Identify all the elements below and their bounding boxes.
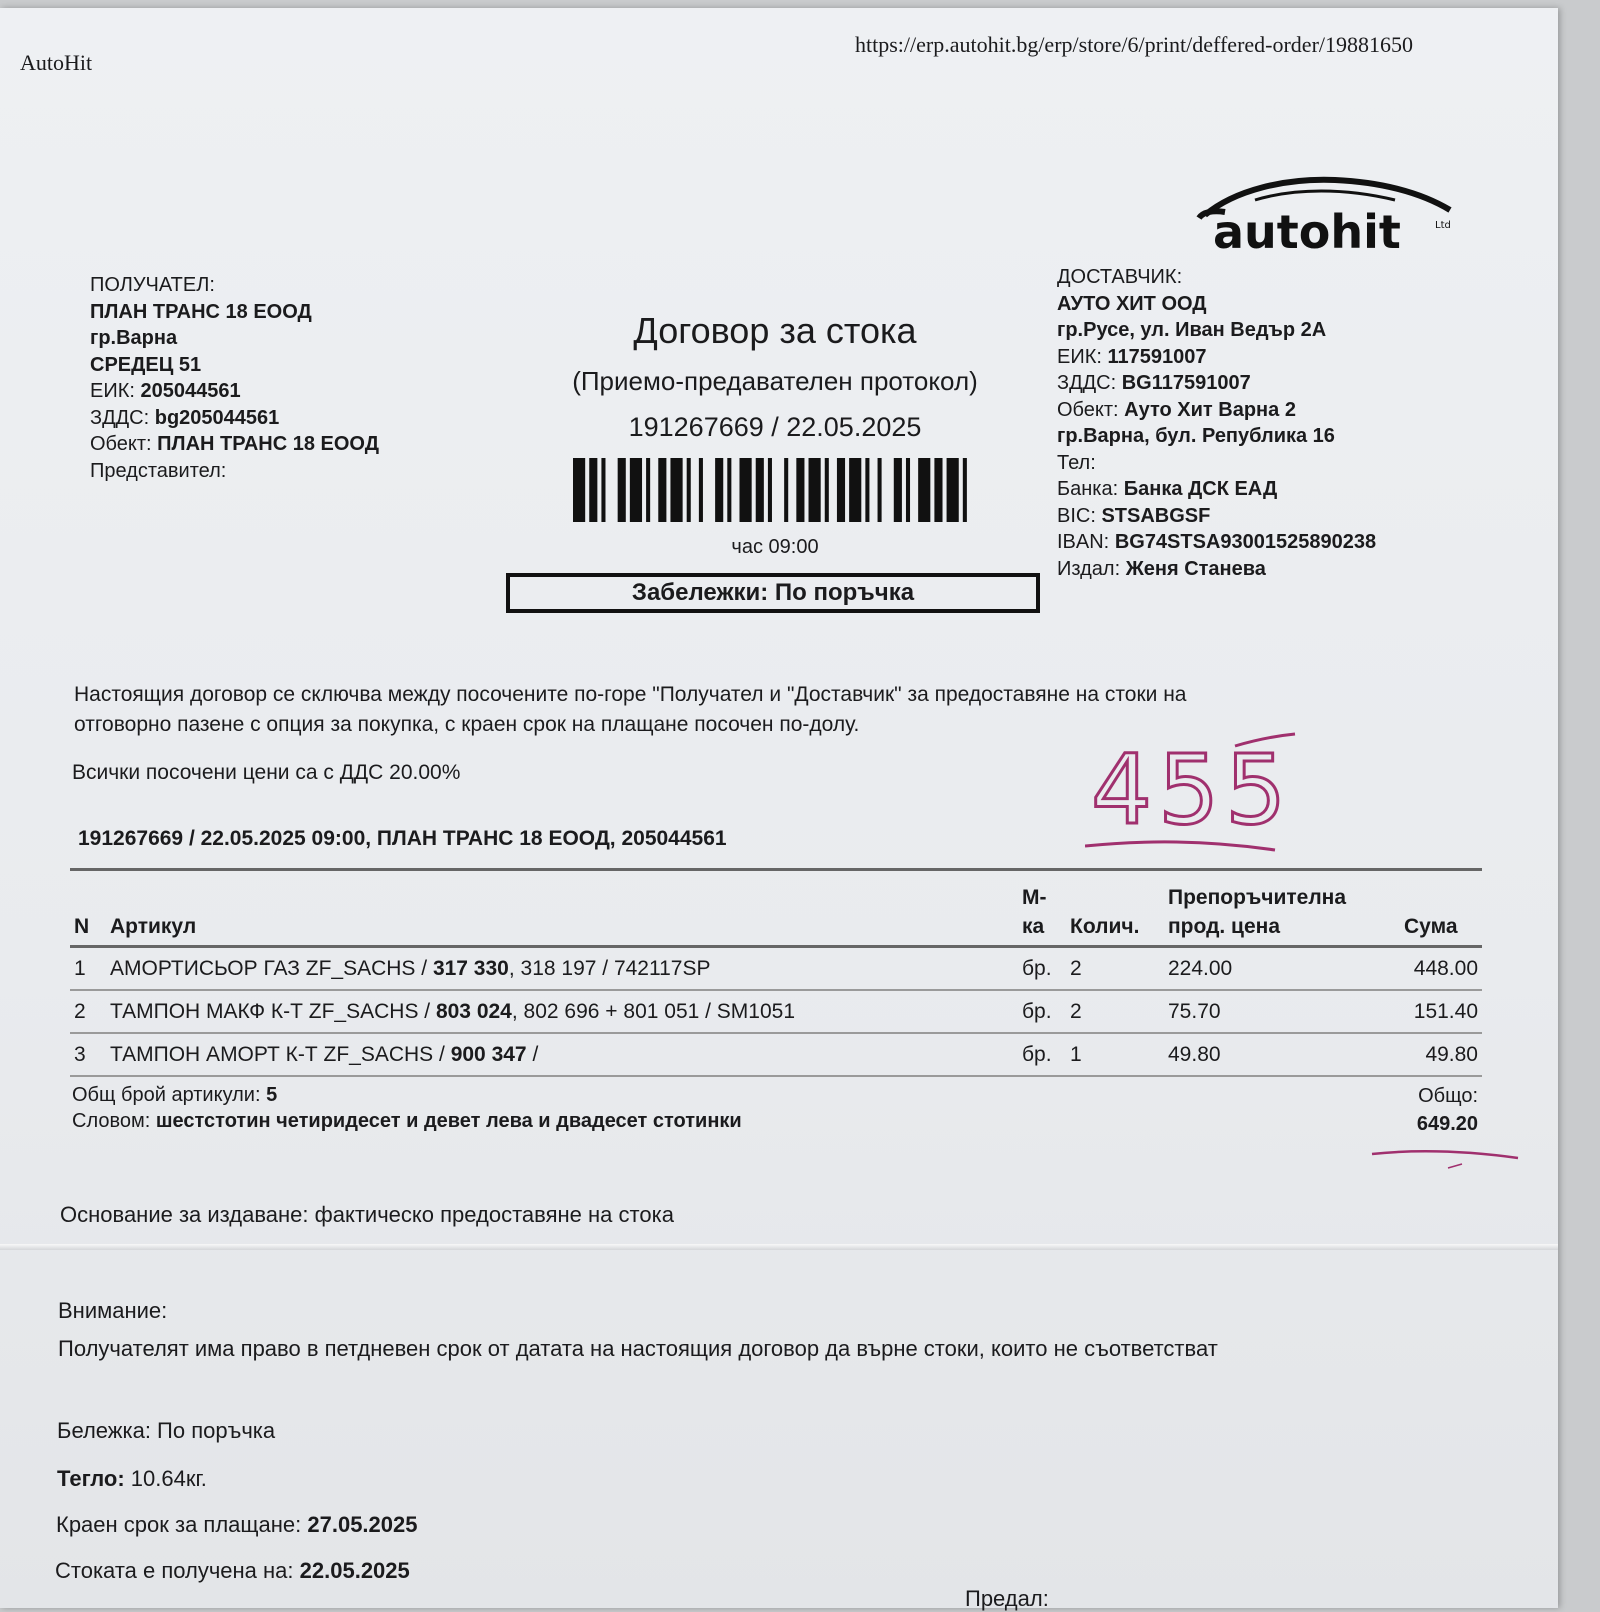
logo-suffix: Ltd	[1435, 220, 1451, 231]
supplier-eik: ЕИК: 117591007	[1057, 345, 1207, 368]
handwritten-underline	[1370, 1146, 1520, 1176]
recipient-city: гр.Варна	[90, 327, 178, 349]
row-article: АМОРТИСЬОР ГАЗ ZF_SACHS / 317 330, 318 197 / 742117SP	[106, 947, 1018, 991]
row-sum: 151.40	[1400, 990, 1482, 1033]
table-row	[70, 990, 1482, 1033]
document-page	[0, 8, 1558, 1611]
recipient-name: ПЛАН ТРАНС 18 ЕООД	[90, 300, 312, 323]
row-unit: бр.	[1018, 1033, 1066, 1076]
handed-label: Предал:	[965, 1586, 1049, 1611]
col-sum: Сума	[1404, 915, 1458, 938]
document-time: час 09:00	[731, 536, 819, 558]
supplier-phone: Тел:	[1057, 451, 1096, 474]
supplier-name: АУТО ХИТ ООД	[1057, 292, 1207, 315]
amount-in-words: Словом: шестстотин четиридесет и девет лева и двадесет стотинки	[72, 1110, 742, 1132]
print-header-site: AutoHit	[20, 50, 93, 75]
col-price: Препоръчителна прод. цена	[1168, 886, 1347, 938]
recipient-vat: ЗДДС: bg205044561	[90, 406, 280, 429]
row-sum: 448.00	[1400, 947, 1482, 991]
recipient-eik: ЕИК: 205044561	[90, 380, 241, 402]
items-table	[70, 883, 1482, 1077]
row-price: 75.70	[1164, 990, 1400, 1033]
supplier-bank: Банка: Банка ДСК ЕАД	[1057, 478, 1278, 500]
document-number-date: 191267669 / 22.05.2025	[628, 412, 922, 442]
row-sum: 49.80	[1400, 1033, 1482, 1076]
row-price: 49.80	[1164, 1033, 1400, 1076]
handwritten-number-text: 455	[1091, 734, 1293, 846]
recipient-representative: Представител:	[90, 459, 227, 482]
row-article: ТАМПОН МАКФ К-Т ZF_SACHS / 803 024, 802 696 + 801 051 / SM1051	[106, 990, 1018, 1033]
order-summary: 191267669 / 22.05.2025 09:00, ПЛАН ТРАНС 18 ЕООД, 205044561	[78, 827, 727, 850]
autohit-logo	[1195, 170, 1465, 260]
table-row	[70, 1033, 1482, 1076]
logo-text: autohit	[1213, 205, 1401, 259]
table-row	[70, 947, 1482, 991]
intro-line-2: отговорно пазене с опция за покупка, с краен срок на плащане посочен по-долу.	[74, 713, 860, 736]
totals-left	[72, 1082, 742, 1134]
row-price: 224.00	[1164, 947, 1400, 991]
row-article: ТАМПОН АМОРТ К-Т ZF_SACHS / 900 347 /	[106, 1033, 1018, 1076]
supplier-object-address: гр.Варна, бул. Република 16	[1057, 425, 1335, 447]
intro-line-1: Настоящия договор се сключва между посочените по-горе "Получател и "Доставчик" за предоставяне на стоки на	[74, 683, 1187, 706]
recipient-address: СРЕДЕЦ 51	[90, 353, 202, 376]
recipient-label: ПОЛУЧАТЕЛ:	[90, 274, 215, 296]
supplier-iban: IBAN: BG74STSA93001525890238	[1057, 531, 1377, 553]
footer-note: Бележка: По поръчка	[57, 1418, 276, 1443]
row-unit: бр.	[1018, 947, 1066, 991]
document-subtitle: (Приемо-предавателен протокол)	[572, 366, 978, 396]
row-qty: 2	[1066, 990, 1164, 1033]
total-label: Общо:	[1418, 1085, 1478, 1107]
row-unit: бр.	[1018, 990, 1066, 1033]
supplier-bic: BIC: STSABGSF	[1057, 504, 1211, 527]
row-number: 1	[70, 947, 106, 991]
col-unit: М- ка	[1022, 886, 1047, 938]
supplier-issued-by: Издал: Женя Станева	[1057, 557, 1266, 580]
total-amount: 649.20	[1416, 1113, 1478, 1135]
table-header-row	[70, 883, 1482, 947]
col-n: N	[74, 915, 90, 938]
attention-text: Получателят има право в петдневен срок от датата на настоящия договор да върне стоки, които не съответстват	[58, 1336, 1218, 1361]
received-date: Стоката е получена на: 22.05.2025	[55, 1558, 410, 1583]
supplier-object: Обект: Ауто Хит Варна 2	[1057, 398, 1296, 421]
supplier-vat: ЗДДС: BG117591007	[1057, 372, 1251, 394]
row-qty: 1	[1066, 1033, 1164, 1076]
col-article: Артикул	[110, 915, 197, 938]
print-header-url: https://erp.autohit.bg/erp/store/6/print/deffered-order/19881650	[855, 32, 1414, 57]
row-number: 2	[70, 990, 106, 1033]
supplier-address: гр.Русе, ул. Иван Ведър 2А	[1057, 319, 1327, 341]
attention-label: Внимание:	[58, 1298, 168, 1323]
handwritten-number	[1085, 728, 1325, 858]
col-qty: Колич.	[1070, 915, 1140, 938]
supplier-label: ДОСТАВЧИК:	[1057, 266, 1183, 288]
row-number: 3	[70, 1033, 106, 1076]
issue-basis: Основание за издаване: фактическо предоставяне на стока	[60, 1202, 674, 1227]
row-qty: 2	[1066, 947, 1164, 991]
supplier-block	[1057, 264, 1376, 582]
document-title: Договор за стока	[633, 310, 917, 351]
intro-paragraph	[74, 680, 1186, 740]
payment-deadline: Краен срок за плащане: 27.05.2025	[56, 1512, 418, 1537]
vat-note: Всички посочени цени са с ДДС 20.00%	[72, 761, 461, 784]
document-barcode	[573, 458, 975, 522]
paper-fold	[0, 1244, 1558, 1250]
weight: Тегло: 10.64кг.	[57, 1466, 207, 1491]
items-count: Общ брой артикули: 5	[72, 1084, 278, 1106]
recipient-object: Обект: ПЛАН ТРАНС 18 ЕООД	[90, 433, 379, 455]
summary-divider	[70, 868, 1482, 871]
notes-box: Забележки: По поръчка	[506, 573, 1040, 613]
totals-right	[1380, 1082, 1478, 1138]
